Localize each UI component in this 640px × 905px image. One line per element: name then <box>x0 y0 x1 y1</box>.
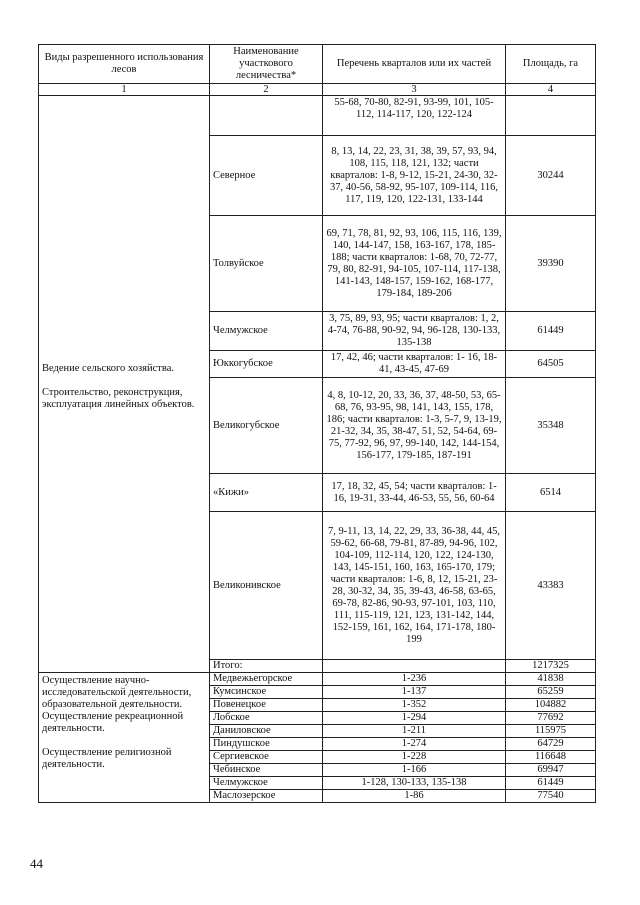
table-row <box>39 96 596 136</box>
page-number: 44 <box>30 856 43 871</box>
area-value <box>506 96 596 136</box>
area-value: 61449 <box>506 777 596 790</box>
forestry-name: Лобское <box>210 712 323 725</box>
quarters-list: 1-294 <box>323 712 506 725</box>
usage-text: Осуществление рекреационной деятельности. <box>42 711 184 734</box>
forestry-name: Великогубское <box>210 378 323 474</box>
area-value: 43383 <box>506 512 596 660</box>
quarters-list: 55-68, 70-80, 82-91, 93-99, 101, 105-112, 114-117, 120, 122-124 <box>323 96 506 136</box>
table-row <box>39 673 596 686</box>
area-value: 64505 <box>506 351 596 378</box>
usage-text: Осуществление религиозной деятельности. <box>42 747 172 770</box>
usage-text: Осуществление научно-исследовательской деятельности, образовательной деятельности. <box>42 675 192 710</box>
header-forestry-name: Наименование участкового лесничества* <box>210 45 323 84</box>
area-value: 77692 <box>506 712 596 725</box>
quarters-list: 1-86 <box>323 790 506 803</box>
forestry-name: Северное <box>210 136 323 216</box>
forestry-name: Челмужское <box>210 777 323 790</box>
quarters-list: 17, 42, 46; части кварталов: 1- 16, 18-41, 43-45, 47-69 <box>323 351 506 378</box>
header-row <box>39 45 596 84</box>
quarters-list: 1-352 <box>323 699 506 712</box>
area-value: 39390 <box>506 216 596 312</box>
column-number: 2 <box>210 84 323 96</box>
forest-use-table <box>38 44 596 803</box>
forestry-name <box>210 96 323 136</box>
forestry-name: Маслозерское <box>210 790 323 803</box>
forestry-name: Повенецкое <box>210 699 323 712</box>
area-value: 116648 <box>506 751 596 764</box>
header-quarters-list: Перечень кварталов или их частей <box>323 45 506 84</box>
quarters-list: 4, 8, 10-12, 20, 33, 36, 37, 48-50, 53, 65-68, 76, 93-95, 98, 141, 143, 155, 178, 186; части кварталов: 1-3, 5-7, 9, 13-19, 21-32, 34, 35, 38-47, 51, 52, 54-64, 69-75, 77-92, 96, 97, 99-140, 142, 144-154, 156-177, 179-185, 187-191 <box>323 378 506 474</box>
area-value: 104882 <box>506 699 596 712</box>
area-value: 30244 <box>506 136 596 216</box>
quarters-list: 17, 18, 32, 45, 54; части кварталов: 1-16, 19-31, 33-44, 46-53, 55, 56, 60-64 <box>323 474 506 512</box>
forestry-name: Великонивское <box>210 512 323 660</box>
forestry-name: Толвуйское <box>210 216 323 312</box>
quarters-list: 1-228 <box>323 751 506 764</box>
quarters-list: 3, 75, 89, 93, 95; части кварталов: 1, 2, 4-74, 76-88, 90-92, 94, 96-128, 130-133, 135-138 <box>323 312 506 351</box>
forestry-name: Кумсинское <box>210 686 323 699</box>
forestry-name: Сергиевское <box>210 751 323 764</box>
area-value: 64729 <box>506 738 596 751</box>
area-value: 115975 <box>506 725 596 738</box>
header-usage-type: Виды разрешенного использования лесов <box>39 45 210 84</box>
quarters-list: 1-137 <box>323 686 506 699</box>
area-value: 41838 <box>506 673 596 686</box>
quarters-list: 1-166 <box>323 764 506 777</box>
forestry-name: Даниловское <box>210 725 323 738</box>
quarters-list: 8, 13, 14, 22, 23, 31, 38, 39, 57, 93, 94, 108, 115, 118, 121, 132; части кварталов: 1-8, 9-12, 15-21, 24-30, 32-37, 40-56, 58-92, 95-107, 109-114, 116, 117, 119, 120, 122-131, 133-144 <box>323 136 506 216</box>
area-value: 77540 <box>506 790 596 803</box>
column-number: 3 <box>323 84 506 96</box>
quarters-list: 1-274 <box>323 738 506 751</box>
area-value: 69947 <box>506 764 596 777</box>
total-quarters <box>323 660 506 673</box>
area-value: 35348 <box>506 378 596 474</box>
area-value: 6514 <box>506 474 596 512</box>
quarters-list: 7, 9-11, 13, 14, 22, 29, 33, 36-38, 44, 45, 59-62, 66-68, 79-81, 87-89, 94-96, 102, 104-109, 112-114, 120, 122, 124-130, 143, 145-151, 160, 163, 165-170, 179; части кварталов: 1-6, 8, 12, 15-21, 23-28, 30-32, 34, 35, 39-43, 46-58, 63-65, 69-78, 82-86, 90-93, 97-101, 103, 110, 111, 115-119, 121, 123, 131-142, 144, 152-159, 161, 162, 164, 171-178, 180-199 <box>323 512 506 660</box>
total-label: Итого: <box>210 660 323 673</box>
usage-text: Строительство, реконструкция, эксплуатация линейных объектов. <box>42 387 195 410</box>
usage-cell-research-recreation-religion <box>39 673 210 803</box>
quarters-list: 1-211 <box>323 725 506 738</box>
forestry-name: Чебинское <box>210 764 323 777</box>
usage-text: Ведение сельского хозяйства. <box>42 363 174 374</box>
quarters-list: 1-236 <box>323 673 506 686</box>
forestry-name: Юккогубское <box>210 351 323 378</box>
usage-cell-agriculture <box>39 96 210 673</box>
column-number: 1 <box>39 84 210 96</box>
forestry-name: Челмужское <box>210 312 323 351</box>
area-value: 61449 <box>506 312 596 351</box>
area-value: 65259 <box>506 686 596 699</box>
column-number: 4 <box>506 84 596 96</box>
quarters-list: 69, 71, 78, 81, 92, 93, 106, 115, 116, 139, 140, 144-147, 158, 163-167, 178, 185-188; части кварталов: 1-68, 70, 72-77, 79, 80, 82-91, 94-105, 107-114, 117-138, 141-143, 148-157, 159-162, 168-177, 179-184, 189-206 <box>323 216 506 312</box>
column-number-row <box>39 84 596 96</box>
forestry-name: «Кижи» <box>210 474 323 512</box>
total-area: 1217325 <box>506 660 596 673</box>
forestry-name: Пиндушское <box>210 738 323 751</box>
forestry-name: Медвежьегорское <box>210 673 323 686</box>
header-area: Площадь, га <box>506 45 596 84</box>
quarters-list: 1-128, 130-133, 135-138 <box>323 777 506 790</box>
